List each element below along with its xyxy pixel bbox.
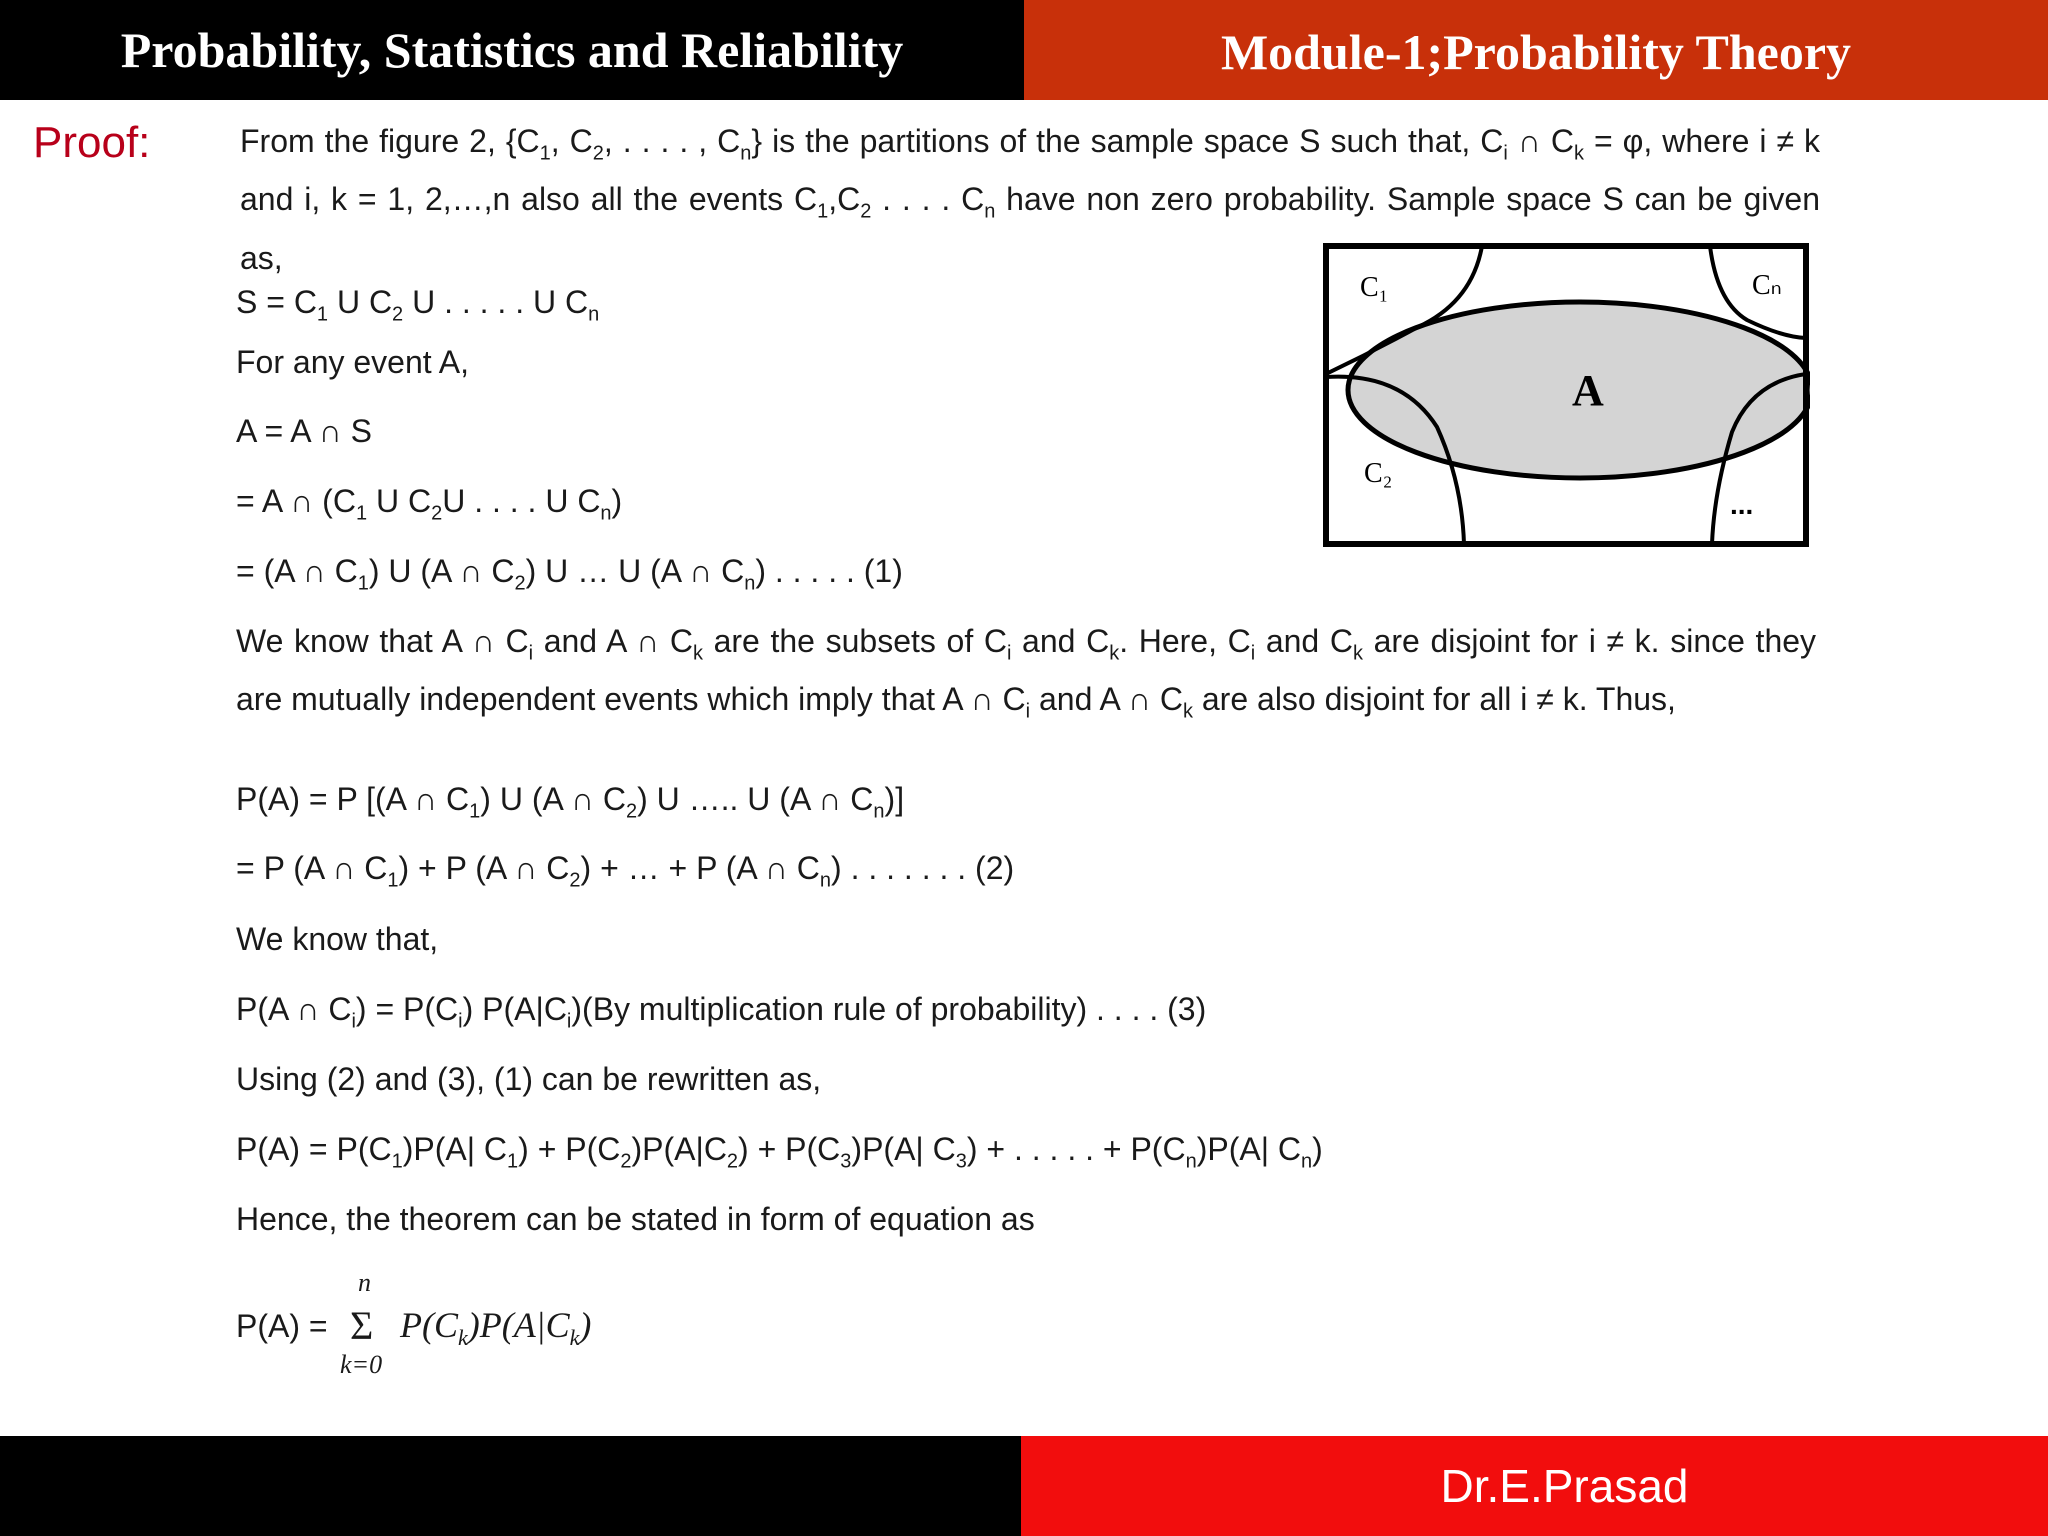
- pa-union-equation: P(A) = P [(A ∩ $C_1$) U (A ∩ $C_2$) U ….. U (A ∩ $C_n$)]: [236, 781, 905, 823]
- equation-3: P(A ∩ $C_i) = P(C_i)$ $P(A|C_i)(By$ multiplication rule of probability) . . . . (3): [236, 991, 1207, 1033]
- for-any-event: For any event A,: [236, 344, 470, 380]
- disjoint-paragraph: We know that A ∩ $C_i$ and A ∩ $C_k$ are the subsets of $C_i$ and $C_k$. Here, $C_i$ and $C_k$ are disjoint for i ≠ k. since they are mutually independent events which imply that A ∩ $C_i$ and A ∩ $C_k$ are also disjoint for all i ≠ k. Thus,: [236, 623, 1817, 723]
- using-statement: Using (2) and (3), (1) can be rewritten as,: [236, 1061, 822, 1097]
- sum-upper-limit: n: [358, 1268, 371, 1297]
- course-title: Probability, Statistics and Reliability: [0, 0, 1024, 100]
- equation-2: = P (A ∩ $C_1) + P$ (A ∩ $C_2$) + … + P (A ∩ $C_n$) . . . . . . . (2): [236, 850, 1015, 892]
- label-dots: ...: [1730, 489, 1754, 520]
- total-probability-formula: [236, 1268, 656, 1378]
- proof-label: Proof:: [33, 118, 151, 167]
- formula-expression: $P(C_k)P(A|C_k)$: [400, 1305, 592, 1351]
- formula-lhs: P(A) =: [236, 1308, 328, 1344]
- label-c2: C₂: [1364, 458, 1393, 489]
- label-cn: Cₙ: [1752, 270, 1782, 301]
- sample-space-equation: $S = C_1$ U $C_2$ U . . . . . U $C_n$: [236, 284, 600, 326]
- footer-left-band: [0, 1436, 1021, 1536]
- sum-lower-limit: k=0: [340, 1350, 383, 1379]
- total-probability-expansion: $P(A) = P(C_1)P(A|$ $C_1) + P(C_2)P(A|C_2) + P(C_3)P(A|$ $C_3$) + . . . . . + $P(C_n)P(A|$ $C_n$): [236, 1131, 1323, 1173]
- intro-paragraph: From the figure 2, {$C_1$, $C_2$, . . . . , $C_n$} is the partitions of the sample space S such that, $C_i$ ∩ $C_k = \varphi$, where i ≠ k and i, k = 1, 2,…,n also all the events $C_1,C_2$ . . . . $C_n$ have non zero probability. Sample space S can be given as,: [240, 123, 1821, 276]
- venn-partition-figure: [1322, 242, 1810, 548]
- module-title: Module-1;Probability Theory: [1024, 0, 2048, 100]
- we-know-that: We know that,: [236, 921, 439, 957]
- author-name: Dr.E.Prasad: [1021, 1436, 2048, 1536]
- hence-statement: Hence, the theorem can be stated in form of equation as: [236, 1201, 1035, 1237]
- label-a: A: [1572, 366, 1604, 415]
- label-c1: C₁: [1360, 272, 1389, 303]
- equation-1: = (A ∩ $C_1$) U (A ∩ $C_2$) U … U (A ∩ $C_n$) . . . . . (1): [236, 553, 903, 595]
- sigma-symbol: Σ: [350, 1303, 374, 1348]
- event-equation-2: = A ∩ ($C_1$ U $C_2U$ . . . . U $C_n$): [236, 483, 623, 525]
- event-equation-1: A = A ∩ S: [236, 413, 372, 449]
